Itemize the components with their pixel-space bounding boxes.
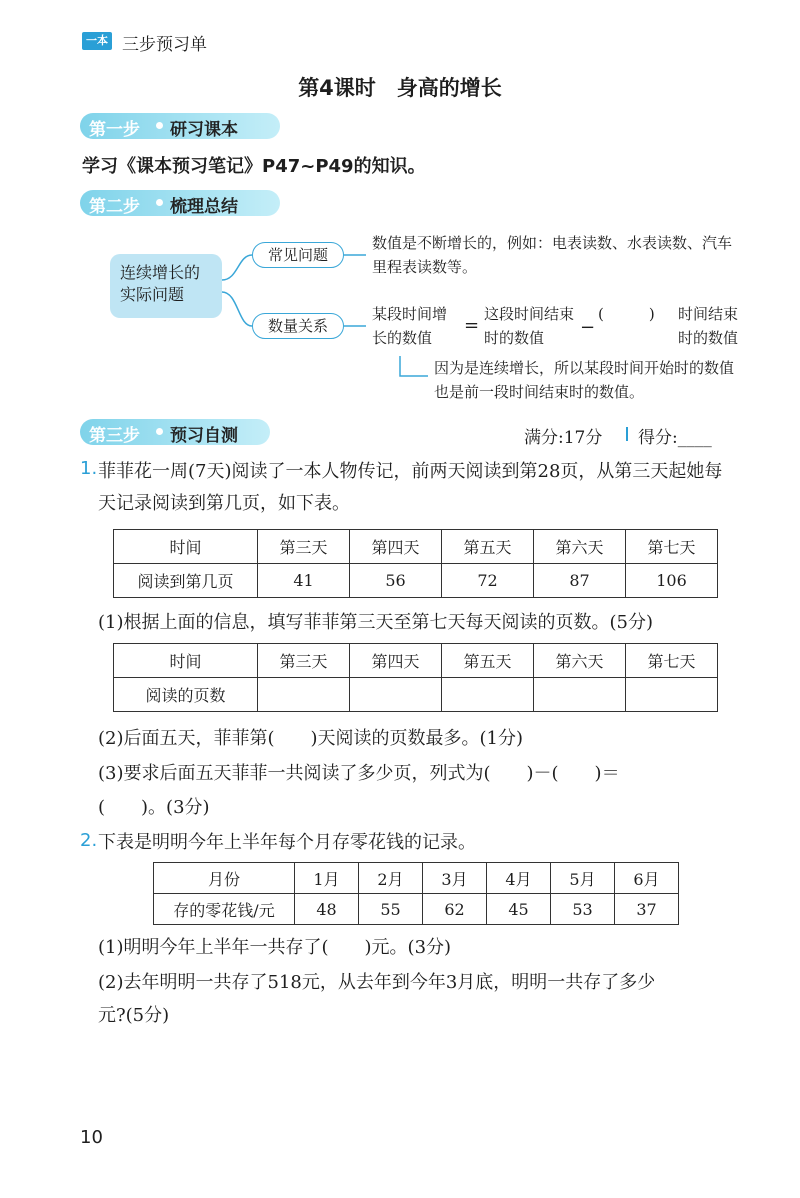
q1-table2-answer-cell[interactable] [442,678,534,712]
q1-part3-line2: ( )。(3分) [98,797,210,818]
q2-table-header: 3月 [423,863,487,894]
q1-table2-header: 第五天 [442,644,534,678]
mindmap-root: 连续增长的实际问题 [110,254,222,318]
q1-table1-cell: 106 [626,564,718,598]
q1-text: 菲菲花一周(7天)阅读了一本人物传记，前两天阅读到第28页，从第三天起她每天记录阅读到第几页，如下表。 [98,461,723,514]
score-divider [626,427,628,441]
q1-table2-answer-cell[interactable] [350,678,442,712]
q1-table2-header: 第四天 [350,644,442,678]
formula-c [678,302,738,350]
q1-table2 [113,643,718,712]
q2-table-header: 1月 [295,863,359,894]
q2-table-cell: 45 [487,894,551,925]
q2-table-header: 月份 [154,863,295,894]
q1-table2-answer-cell[interactable] [534,678,626,712]
q1-table1-cell: 阅读到第几页 [114,564,258,598]
header-title: 三步预习单 [122,35,207,55]
q2-text: 下表是明明今年上半年每个月存零花钱的记录。 [98,832,476,853]
q2-part2-line2: 元?(5分) [98,1005,170,1026]
q2-table-cell: 存的零花钱/元 [154,894,295,925]
q1-table1-header: 第四天 [350,530,442,564]
q1-table2-header: 第七天 [626,644,718,678]
brand-logo: 一本 [82,32,112,50]
full-score: 满分:17分 [524,428,603,448]
step2-label: 第二步 [89,197,140,217]
q1-table2-answer-cell[interactable] [258,678,350,712]
q1-table1-cell: 87 [534,564,626,598]
q2-table-header: 6月 [615,863,679,894]
step1-text: 学习《课本预习笔记》P47~P49的知识。 [82,156,426,177]
mindmap-branch-common: 常见问题 [252,242,344,268]
q1-table1-header: 第五天 [442,530,534,564]
q1-table1-header: 第七天 [626,530,718,564]
step3-label: 第三步 [89,426,140,446]
q1-part2: (2)后面五天，菲菲第( )天阅读的页数最多。(1分) [98,728,524,749]
q1-table1-cell: 72 [442,564,534,598]
q1-table2-header: 时间 [114,644,258,678]
q1-table1-header: 第三天 [258,530,350,564]
q2-part2-line1: (2)去年明明一共存了518元，从去年到今年3月底，明明一共存了多少 [98,972,656,993]
q2-table-header: 4月 [487,863,551,894]
q1-table2-header: 第三天 [258,644,350,678]
q1-part1: (1)根据上面的信息，填写菲菲第三天至第七天每天阅读的页数。(5分) [98,612,653,633]
page-number: 10 [80,1127,103,1148]
q2-table-cell: 48 [295,894,359,925]
q1-table2-answer-cell[interactable] [626,678,718,712]
step-dot-icon [156,428,163,435]
formula-equals: = [464,315,480,336]
score-field[interactable]: 得分:____ [638,428,712,448]
q2-table-header: 2月 [359,863,423,894]
mindmap-common-text: 数值是不断增长的，例如：电表读数、水表读数、汽车里程表读数等。 [372,234,733,276]
formula-b: 这段时间结束时的数值 [484,305,575,347]
formula-a: 某段时间增长的数值 [372,305,448,347]
step3-name: 预习自测 [170,426,238,446]
q2-number: 2. [80,830,98,851]
q2-table-cell: 37 [615,894,679,925]
formula-c-text: 时间结束时的数值 [678,305,739,347]
mindmap-branch-relation: 数量关系 [252,313,344,339]
q2-table-header: 5月 [551,863,615,894]
q2-part1: (1)明明今年上半年一共存了( )元。(3分) [98,937,452,958]
q1-table1-header: 时间 [114,530,258,564]
q1-table1 [113,529,718,598]
q1-table1-cell: 56 [350,564,442,598]
formula-minus: − [580,317,596,338]
lesson-title: 第4课时 身高的增长 [298,76,502,100]
q2-table-cell: 62 [423,894,487,925]
step3-pill [80,419,270,445]
q1-number: 1. [80,458,98,479]
q1-table2-cell: 阅读的页数 [114,678,258,712]
formula-c-paren: ( ) [598,305,655,323]
q2-table-cell: 55 [359,894,423,925]
step1-label: 第一步 [89,120,140,140]
q2-table [153,862,679,925]
q1-table1-header: 第六天 [534,530,626,564]
q1-table2-header: 第六天 [534,644,626,678]
q1-part3-line1: (3)要求后面五天菲菲一共阅读了多少页，列式为( )－( )＝ [98,763,620,784]
mindmap-note: 因为是连续增长，所以某段时间开始时的数值也是前一段时间结束时的数值。 [434,359,735,401]
step2-name: 梳理总结 [170,197,238,217]
q2-table-cell: 53 [551,894,615,925]
step1-name: 研习课本 [170,120,238,140]
q1-table1-cell: 41 [258,564,350,598]
